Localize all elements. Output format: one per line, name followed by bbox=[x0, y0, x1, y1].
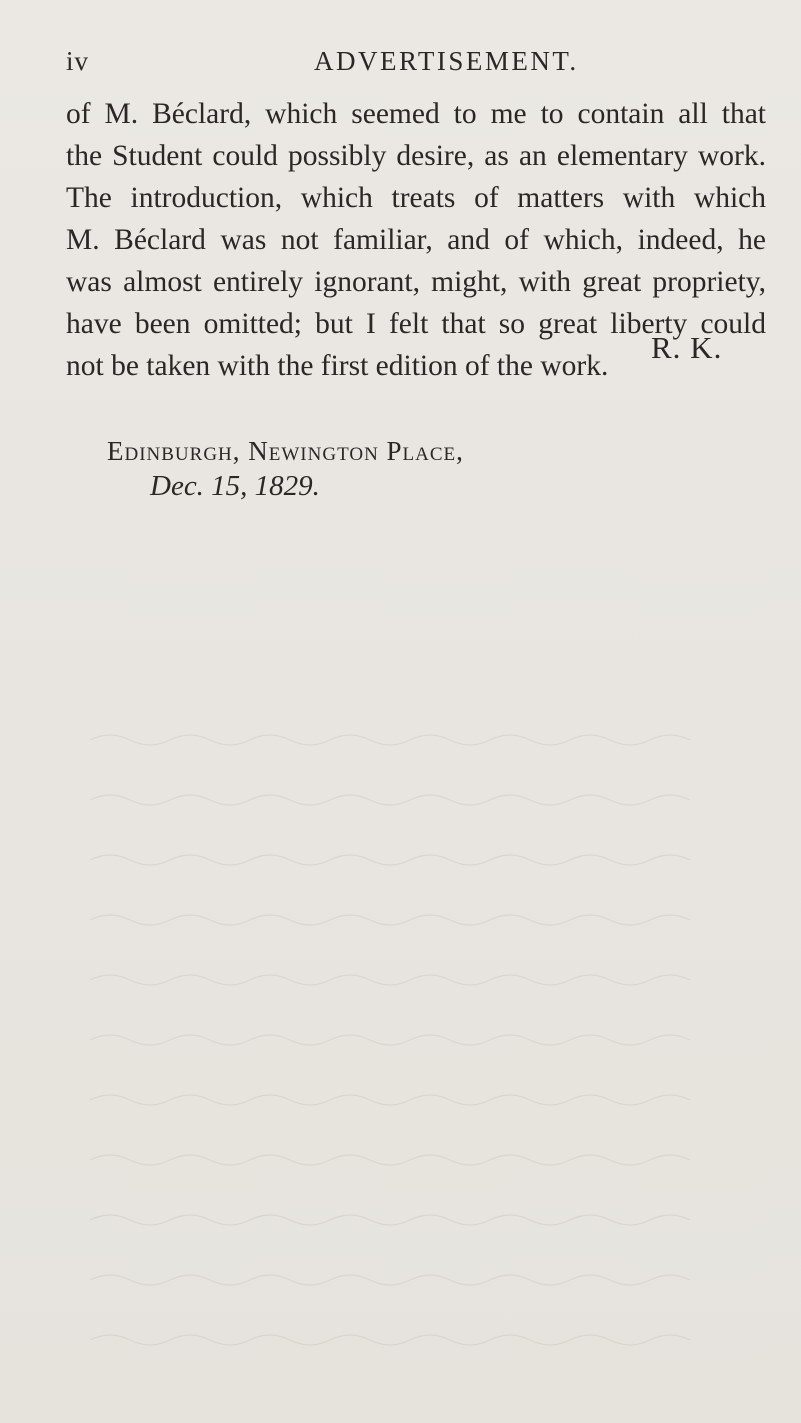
running-head: ADVERTISEMENT. bbox=[314, 46, 579, 76]
body-line: was almost entirely ignorant, might, with great propriety, bbox=[66, 266, 766, 298]
signature: R. K. bbox=[651, 330, 723, 365]
body-line: the Student could possibly desire, as an elementary work. bbox=[66, 140, 766, 172]
place-line: Edinburgh, Newington Place, bbox=[107, 436, 464, 466]
date-line: Dec. 15, 1829. bbox=[150, 470, 320, 502]
body-line: The introduction, which treats of matters with which bbox=[66, 182, 766, 214]
body-line: of M. Béclard, which seemed to me to contain all that bbox=[66, 98, 766, 130]
body-line: not be taken with the first edition of the work. bbox=[66, 350, 609, 382]
page-header bbox=[66, 46, 761, 86]
body-line: have been omitted; but I felt that so great liberty could bbox=[66, 308, 766, 340]
body-line: M. Béclard was not familiar, and of which, indeed, he bbox=[66, 224, 766, 256]
page-number: iv bbox=[66, 46, 90, 76]
